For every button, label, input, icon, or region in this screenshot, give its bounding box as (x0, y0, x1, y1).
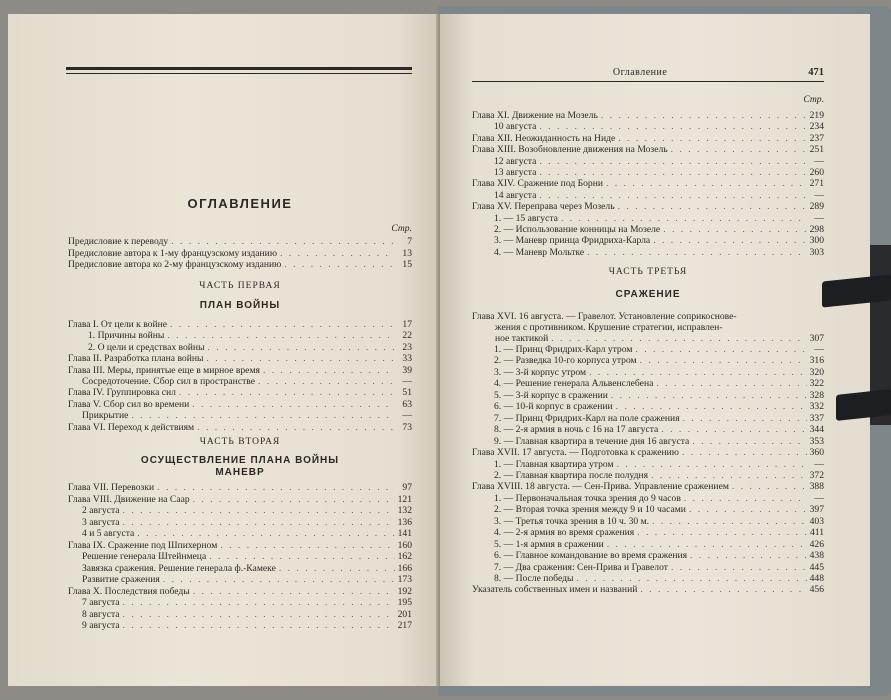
page-column-label: Стр. (391, 223, 412, 234)
toc-entry: 4. — 2-я армия во время сражения . . . 411 (472, 527, 824, 538)
part1-label: ЧАСТЬ ПЕРВАЯ (199, 281, 281, 291)
toc-entry: 3. — Третья точка зрения в 10 ч. 30 м. . . . 403 (472, 516, 824, 527)
toc-entry: 1. Причины войны . . . 22 (68, 330, 412, 341)
toc-entry: 6. — Главное командование во время сражения . . . 438 (472, 550, 824, 561)
toc-entry: Глава XIV. Сражение под Борни . . . 271 (472, 178, 824, 189)
header-rule (472, 81, 824, 82)
toc-entry: Глава IX. Сражение под Шпихерном . . . 160 (68, 540, 412, 551)
toc-entry: Решение генерала Штейнмеца . . . 162 (68, 551, 412, 562)
page-number: 471 (808, 67, 824, 78)
toc-entry: жения с противником. Крушение стратегии, исправлен- (495, 322, 723, 333)
toc-entry: 14 августа . . . — (472, 190, 824, 201)
part2-label: ЧАСТЬ ВТОРАЯ (199, 437, 281, 447)
left-page (8, 14, 440, 686)
toc-entry: Глава XIII. Возобновление движения на Мозель . . . 251 (472, 144, 824, 155)
toc-entry: 8 августа . . . 201 (68, 609, 412, 620)
page-column-label: Стр. (803, 94, 824, 105)
toc-entry: Глава I. От цели к войне . . . 17 (68, 319, 412, 330)
toc-entry: ное тактикой . . . 307 (472, 333, 824, 344)
toc-entry: 4. — Решение генерала Альвенслебена . . . 322 (472, 378, 824, 389)
toc-entry: 9. — Главная квартира в течение дня 16 августа . . . 353 (472, 436, 824, 447)
top-rule-thick (66, 67, 412, 70)
toc-entry: 7 августа . . . 195 (68, 597, 412, 608)
toc-entry: 1. — Главная квартира утром . . . — (472, 459, 824, 470)
toc-title: ОГЛАВЛЕНИЕ (187, 196, 293, 211)
toc-entry: Глава XVI. 16 августа. — Гравелот. Установление соприкоснове- (472, 311, 737, 322)
toc-entry: 8. — 2-я армия в ночь с 16 на 17 августа . . . 344 (472, 424, 824, 435)
toc-entry: Прикрытие . . . — (68, 410, 412, 421)
running-header: Оглавление 471 (612, 67, 824, 78)
part2-subtitle: МАНЕВР (215, 467, 265, 478)
toc-entry: Указатель собственных имен и названий . . . 456 (472, 584, 824, 595)
toc-entry: 1. — Принц Фридрих-Карл утром . . . — (472, 344, 824, 355)
toc-entry: 2. — Главная квартира после полудня . . . 372 (472, 470, 824, 481)
toc-entry: Глава VII. Перевозки . . . 97 (68, 482, 412, 493)
toc-entry: 13 августа . . . 260 (472, 167, 824, 178)
toc-entry: 3 августа . . . 136 (68, 517, 412, 528)
toc-entry: 1. — Первоначальная точка зрения до 9 часов . . . — (472, 493, 824, 504)
toc-entry: 3. — Маневр принца Фридриха-Карла . . . 300 (472, 235, 824, 246)
toc-entry: Глава IV. Группировка сил . . . 51 (68, 387, 412, 398)
toc-entry: Глава V. Сбор сил во времени . . . 63 (68, 399, 412, 410)
toc-entry: Сосредоточение. Сбор сил в пространстве . . . — (68, 376, 412, 387)
toc-entry: Завязка сражения. Решение генерала ф.-Камеке . . . 166 (68, 563, 412, 574)
toc-entry: 7. — Два сражения: Сен-Прива и Гравелот . . . 445 (472, 562, 824, 573)
toc-entry: Глава XVII. 17 августа. — Подготовка к сражению . . . 360 (472, 447, 824, 458)
toc-entry: Глава XI. Движение на Мозель . . . 219 (472, 110, 824, 121)
toc-entry: 4. — Маневр Мольтке . . . 303 (472, 247, 824, 258)
toc-entry: Глава XV. Переправа через Мозель . . . 289 (472, 201, 824, 212)
toc-entry: 1. — 15 августа . . . — (472, 213, 824, 224)
toc-entry: 8. — После победы . . . 448 (472, 573, 824, 584)
right-page (440, 14, 870, 686)
toc-entry: 6. — 10-й корпус в сражении . . . 332 (472, 401, 824, 412)
toc-entry: Глава X. Последствия победы . . . 192 (68, 586, 412, 597)
part3-label: ЧАСТЬ ТРЕТЬЯ (608, 267, 688, 277)
toc-entry: Глава XII. Неожиданность на Ниде . . . 237 (472, 133, 824, 144)
toc-entry: Развитие сражения . . . 173 (68, 574, 412, 585)
toc-entry: 7. — Принц Фридрих-Карл на поле сражения . . . 337 (472, 413, 824, 424)
toc-entry: Глава VIII. Движение на Саар . . . 121 (68, 494, 412, 505)
toc-entry: 2. О цели и средствах войны . . . 23 (68, 342, 412, 353)
toc-entry: 2 августа . . . 132 (68, 505, 412, 516)
toc-entry: 2. — Использование конницы на Мозеле . . . 298 (472, 224, 824, 235)
toc-entry: 3. — 3-й корпус утром . . . 320 (472, 367, 824, 378)
toc-entry: 2. — Разведка 10-го корпуса утром . . . 316 (472, 355, 824, 366)
part2-title: ОСУЩЕСТВЛЕНИЕ ПЛАНА ВОЙНЫ (140, 455, 340, 466)
toc-entry: Предисловие автора к 1-му французскому изданию . . . 13 (68, 248, 412, 259)
toc-entry: Глава II. Разработка плана войны . . . 33 (68, 353, 412, 364)
toc-entry: 10 августа . . . 234 (472, 121, 824, 132)
top-rule-thin (66, 73, 412, 74)
toc-entry: Предисловие автора ко 2-му французскому изданию . . . 15 (68, 259, 412, 270)
toc-entry: 5. — 3-й корпус в сражении . . . 328 (472, 390, 824, 401)
toc-entry: Предисловие к переводу . . . 7 (68, 236, 412, 247)
toc-entry: 4 и 5 августа . . . 141 (68, 528, 412, 539)
part3-title: СРАЖЕНИЕ (615, 289, 681, 300)
toc-entry: 9 августа . . . 217 (68, 620, 412, 631)
toc-entry: Глава VI. Переход к действиям . . . 73 (68, 422, 412, 433)
toc-entry: Глава XVIII. 18 августа. — Сен-Прива. Управление сражением . . . 388 (472, 481, 824, 492)
toc-entry: Глава III. Меры, принятые еще в мирное время . . . 39 (68, 365, 412, 376)
part1-title: ПЛАН ВОЙНЫ (199, 300, 281, 311)
toc-entry: 2. — Вторая точка зрения между 9 и 10 часами . . . 397 (472, 504, 824, 515)
toc-entry: 5. — 1-я армия в сражении . . . 426 (472, 539, 824, 550)
toc-entry: 12 августа . . . — (472, 156, 824, 167)
